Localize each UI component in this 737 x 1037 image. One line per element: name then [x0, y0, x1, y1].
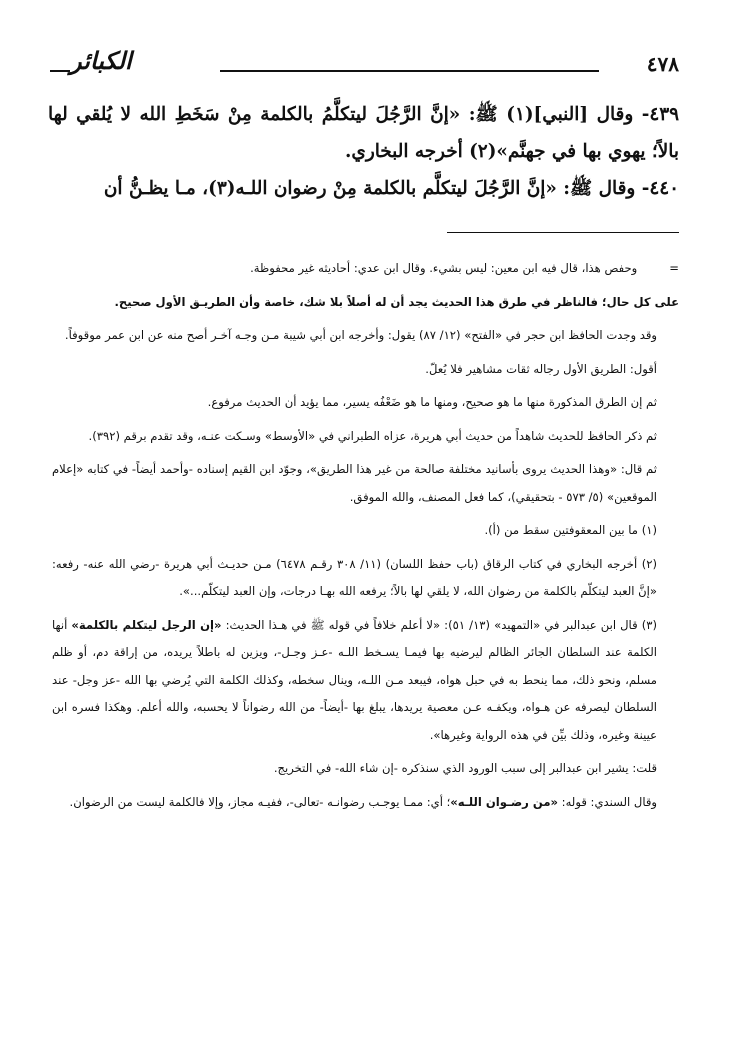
footnote-paragraph: على كل حال؛ فالناظر في طرق هذا الحديث يجد أن له أصلاً بلا شك، خاصة وأن الطريـق الأول صحيح. — [114, 294, 679, 309]
continuation-mark: = — [669, 261, 679, 275]
footnote-3-quote: «إن الرجل ليتكلم بالكلمة» — [71, 617, 222, 632]
footnote-3-sindi — [52, 789, 679, 817]
header-rule-end — [50, 70, 70, 72]
footnote-3-text: وقال السندي: قوله: — [558, 794, 657, 809]
main-text — [48, 96, 679, 207]
footnote-3 — [52, 612, 679, 750]
footnote-1: (١) ما بين المعقوفتين سقط من (أ). — [484, 523, 657, 537]
footnote-3-quote: «من رضـوان اللـه» — [450, 794, 558, 809]
footnote-3-text: (٣) قال ابن عبدالبر في «التمهيد» (١٣/ ٥١): «لا أعلم خلافاً في قوله ﷺ في هـذا الحديث: — [221, 617, 657, 632]
footnote-paragraph: ثم ذكر الحافظ للحديث شاهداً من حديث أبي هريرة، عزاه الطبراني في «الأوسط» وسـكت عنـه، وقد تقدم برقم (٣٩٢). — [88, 428, 657, 443]
header-rule — [220, 70, 599, 72]
footnote-paragraph: ثم إن الطرق المذكورة منها ما هو صحيح، ومنها ما هو ضَعْفُه يسير، مما يؤيد أن الحديث مرفوع. — [207, 395, 657, 409]
page-header — [50, 46, 679, 96]
footnote-2: (٢) أخرجه البخاري في كتاب الرقاق (باب حفظ اللسان) (١١/ ٣٠٨ رقـم ٦٤٧٨) مـن حديـث أبي هريرة -رضي الله عنه- رفعه: «إنَّ العبد ليتكلّم بالكلمة من رضوان الله، لا يلقي لها بالاً؛ يرفعه الله بهـا درجات، وإن العبد ليتكلّم...». — [52, 556, 657, 598]
footnote-continuation — [52, 255, 679, 283]
footnote-3-text: ؛ أي: ممـا يوجـب رضوانـه -تعالى-، ففيـه مجاز، وإلا فالكلمة ليست من الرضوان. — [69, 794, 451, 809]
footnote-paragraph: ثم قال: «وهذا الحديث يروى بأسانيد مختلفة صالحة من غير هذا الطريق»، وجوّد ابن القيم إسناده -وأحمد أيضاً- في كتابه «إعلام الموقعين» (٥/ ٥٧٣ - بتحقيقي)، كما فعل المصنف، والله الموفق. — [52, 462, 657, 504]
footnote-separator — [447, 232, 679, 233]
footnote-text: وحفص هذا، قال فيه ابن معين: ليس بشيء. وقال ابن عدي: أحاديثه غير محفوظة. — [250, 261, 638, 275]
footnote-paragraph: وقد وجدت الحافظ ابن حجر في «الفتح» (١٢/ ٨٧) يقول: وأخرجه ابن أبي شيبة مـن وجـه آخـر أصح منه عن ابن عمر موقوفاً. — [64, 328, 657, 342]
footnotes — [52, 255, 679, 822]
page-number: ٤٧٨ — [646, 52, 679, 76]
hadith-440: ٤٤٠- وقال ﷺ: «إنَّ الرَّجُلَ ليتكلَّم بالكلمة مِنْ رضوان اللـه(٣)، مـا يظـنُّ أن — [103, 178, 679, 199]
footnote-3-text: أنها الكلمة عند السلطان الجائر الظالم ليرضيه بها فيمـا يسـخط اللـه -عـز وجـل-، ويزين له باطلاً يريده، من إراقة دم، أو ظلم مسلم، ونحو ذلك، مما ينحط به في حبل هواه، فيبعد مـن اللـه، وينال سخطه، وكذلك الكلمة التي يُرضي بها الله -عز وجل- عند السلطان ليصرفه عن هـواه، ويكفـه عـن معصية يريدها، يبلغ بها -أيضاً- من الله رضواناً لا يحسبه، والله أعلم. وهكذا فسره ابن عيينة وغيره، وذلك بيِّن في هذه الرواية وغيرها». — [52, 617, 657, 742]
footnote-paragraph: أقول: الطريق الأول رجاله ثقات مشاهير فلا يُعلّ. — [425, 361, 657, 376]
book-title: الكبائر — [70, 46, 132, 75]
footnote-3-comment: قلت: يشير ابن عبدالبر إلى سبب الورود الذي سنذكره -إن شاء الله- في التخريج. — [273, 761, 657, 775]
hadith-439: ٤٣٩- وقال [النبي](١) ﷺ: «إنَّ الرَّجُلَ ليتكلَّمُ بالكلمة مِنْ سَخَطِ الله لا يُلقي لها بالاً؛ يهوي بها في جهنَّم»(٢) أخرجه البخاري. — [48, 104, 679, 162]
